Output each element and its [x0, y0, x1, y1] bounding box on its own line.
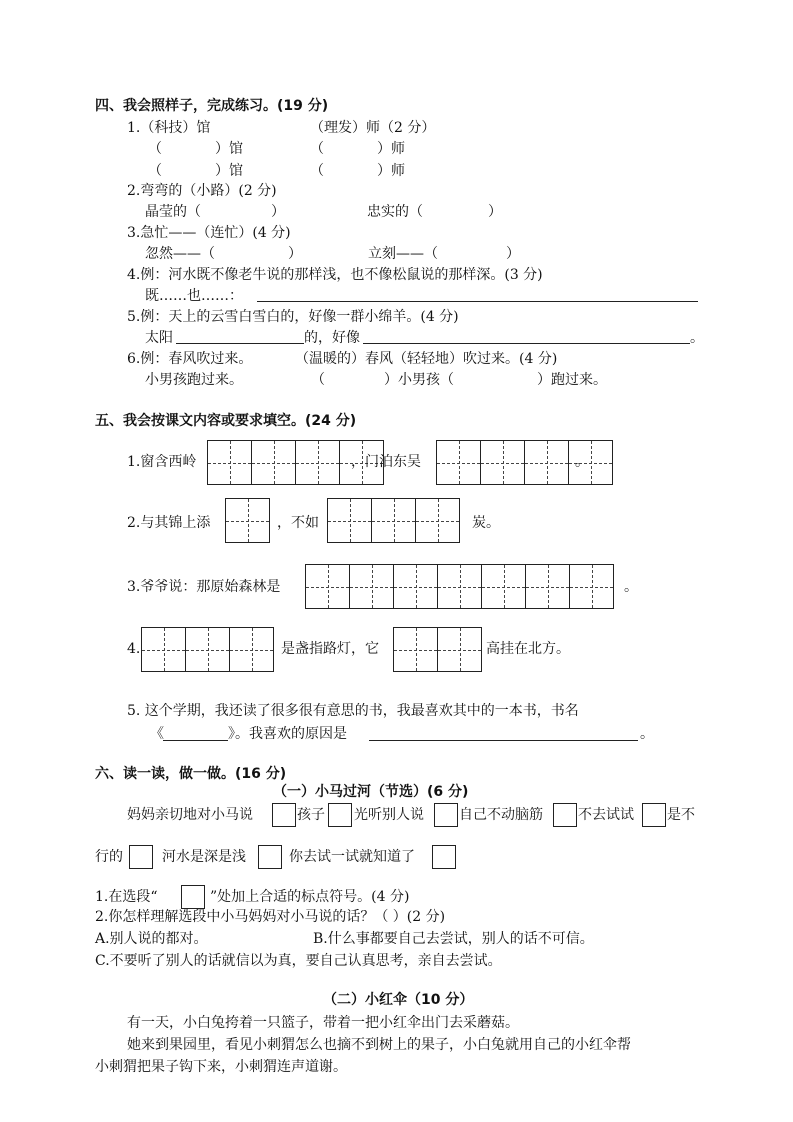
reason-answer-line[interactable]	[369, 740, 638, 741]
q5-4-middle: 是盏指路灯，它	[281, 641, 379, 657]
passage-1-text: 是不	[667, 807, 695, 823]
blank-shi-2: ）师	[377, 163, 405, 179]
punctuation-box[interactable]	[553, 803, 577, 827]
q4-2-blank-a: 晶莹的（	[145, 204, 201, 220]
passage-1-text: 行的	[95, 849, 123, 865]
book-title-open: 《	[150, 726, 164, 742]
tian-grid-q5-4a[interactable]	[141, 627, 274, 672]
tian-cell[interactable]	[415, 498, 460, 543]
q4-5-end: 。	[690, 330, 704, 346]
punctuation-box[interactable]	[328, 803, 352, 827]
option-b: B.什么事都要自己去尝试，别人的话不可信。	[313, 931, 594, 947]
blank-shi-1: ）师	[377, 141, 405, 157]
q4-1-example-a: 1.（科技）馆	[127, 120, 211, 136]
paren-close: ）	[271, 204, 285, 220]
tian-cell[interactable]	[393, 627, 438, 672]
tian-cell[interactable]	[251, 440, 296, 485]
q4-5-answer-line-b[interactable]	[363, 343, 690, 344]
q4-6-prompt: 小男孩跑过来。	[145, 372, 243, 388]
passage-1-text: 孩子	[297, 807, 325, 823]
tian-cell[interactable]	[207, 440, 252, 485]
q4-5-middle: 的，好像	[304, 330, 360, 346]
tian-cell[interactable]	[295, 440, 340, 485]
tian-cell[interactable]	[393, 564, 438, 609]
tian-grid-q5-4b[interactable]	[393, 627, 482, 672]
q5-5-reason-prompt: 》。我喜欢的原因是	[228, 726, 347, 742]
q4-6-example-b: （温暖的）春风（轻轻地）吹过来。(4 分)	[295, 351, 558, 367]
tian-cell[interactable]	[229, 627, 274, 672]
q4-4-example: 4.例：河水既不像老牛说的那样浅，也不像松鼠说的那样深。(3 分)	[127, 267, 543, 283]
section-4-heading: 四、我会照样子，完成练习。(19 分)	[95, 98, 329, 114]
passage-1-text: 河水是深是浅	[162, 849, 246, 865]
passage-1-text: 光听别人说	[354, 807, 424, 823]
q4-4-answer-line[interactable]	[257, 301, 698, 302]
passage-2-line: 有一天，小白兔挎着一只篮子，带着一把小红伞出门去采蘑菇。	[127, 1015, 519, 1031]
q4-2-blank-b: 忠实的（	[367, 204, 423, 220]
paren-open: （	[148, 141, 162, 157]
q5-5-end: 。	[640, 726, 654, 742]
q5-1-prefix: 1.窗含西岭	[127, 454, 197, 470]
q5-1-middle: ，门泊东吴	[351, 454, 421, 470]
q4-1-example-b: （理发）师（2 分）	[310, 120, 436, 136]
blank-guan-1: ）馆	[215, 141, 243, 157]
q4-2-example: 2.弯弯的（小路）(2 分)	[127, 183, 277, 199]
paren-open: （	[310, 163, 324, 179]
tian-cell[interactable]	[371, 498, 416, 543]
option-c: C.不要听了别人的话就信以为真，要自己认真思考，亲自去尝试。	[95, 953, 502, 969]
book-title-line[interactable]	[163, 740, 228, 741]
tian-cell[interactable]	[437, 564, 482, 609]
punctuation-box[interactable]	[272, 803, 296, 827]
tian-cell[interactable]	[437, 627, 482, 672]
q5-2-middle: ，不如	[277, 515, 319, 531]
punctuation-box[interactable]	[258, 845, 282, 869]
paren-close: ）	[288, 246, 302, 262]
q4-5-answer-line-a[interactable]	[176, 343, 304, 344]
punctuation-box[interactable]	[432, 845, 456, 869]
q4-3-blank-a: 忽然——（	[145, 246, 215, 262]
punctuation-box-example	[181, 885, 205, 909]
q5-4-end: 高挂在北方。	[486, 641, 570, 657]
tian-grid-q5-3[interactable]	[305, 564, 614, 609]
q5-3-end: 。	[624, 579, 638, 595]
q5-2-end: 炭。	[472, 515, 500, 531]
tian-cell[interactable]	[525, 564, 570, 609]
tian-cell[interactable]	[436, 440, 481, 485]
option-a: A.别人说的都对。	[95, 931, 208, 947]
paren-open: （	[311, 372, 325, 388]
paren-close: ）	[488, 204, 502, 220]
punctuation-box[interactable]	[642, 803, 666, 827]
q5-1-end: 。	[575, 454, 589, 470]
passage-2-title: （二）小红伞（10 分）	[323, 992, 474, 1008]
q5-2-prefix: 2.与其锦上添	[127, 515, 211, 531]
section-5-heading: 五、我会按课文内容或要求填空。(24 分)	[95, 413, 357, 429]
tian-cell[interactable]	[349, 564, 394, 609]
passage-2-line: 她来到果园里，看见小刺猬怎么也摘不到树上的果子，小白兔就用自己的小红伞帮	[127, 1037, 631, 1053]
tian-cell[interactable]	[225, 498, 270, 543]
tian-cell[interactable]	[327, 498, 372, 543]
blank-guan-2: ）馆	[215, 163, 243, 179]
passage-1-q2: 2.你怎样理解选段中小马妈妈对小马说的话？（ ）(2 分)	[95, 909, 446, 925]
paren-open: （	[148, 163, 162, 179]
paren-close: ）	[506, 246, 520, 262]
passage-1-text: 妈妈亲切地对小马说	[127, 807, 253, 823]
q5-4-number: 4.	[127, 641, 141, 657]
q4-6-end: ）跑过来。	[537, 372, 607, 388]
passage-1-text: 你去试一试就知道了	[289, 849, 415, 865]
q4-4-prompt: 既……也……：	[145, 288, 243, 304]
section-6-heading: 六、读一读，做一做。(16 分)	[95, 766, 287, 782]
passage-1-q1-b: ”处加上合适的标点符号。(4 分)	[210, 889, 410, 905]
passage-1-q1-a: 1.在选段“	[95, 889, 158, 905]
tian-cell[interactable]	[569, 564, 614, 609]
tian-grid-q5-2b[interactable]	[327, 498, 460, 543]
tian-cell[interactable]	[480, 440, 525, 485]
q4-5-example: 5.例：天上的云雪白雪白的，好像一群小绵羊。(4 分)	[127, 309, 459, 325]
q5-3-prefix: 3.爷爷说：那原始森林是	[127, 579, 281, 595]
tian-cell[interactable]	[141, 627, 186, 672]
passage-1-title: （一）小马过河（节选）(6 分)	[273, 784, 469, 800]
passage-1-text: 自己不动脑筋	[459, 807, 543, 823]
tian-cell[interactable]	[481, 564, 526, 609]
q4-3-example: 3.急忙——（连忙）(4 分)	[127, 225, 291, 241]
tian-cell[interactable]	[305, 564, 350, 609]
tian-grid-q5-2a[interactable]	[225, 498, 270, 543]
passage-2-line: 小刺猬把果子钩下来，小刺猬连声道谢。	[95, 1059, 347, 1075]
q5-5-prompt: 5. 这个学期，我还读了很多很有意思的书，我最喜欢其中的一本书，书名	[127, 703, 579, 719]
q4-6-middle: ）小男孩（	[384, 372, 454, 388]
q4-6-example-a: 6.例：春风吹过来。	[127, 351, 253, 367]
tian-cell[interactable]	[185, 627, 230, 672]
paren-open: （	[310, 141, 324, 157]
q4-3-blank-b: 立刻——（	[368, 246, 438, 262]
q4-5-prefix: 太阳	[145, 330, 173, 346]
punctuation-box[interactable]	[434, 803, 458, 827]
punctuation-box[interactable]	[129, 845, 153, 869]
passage-1-text: 不去试试	[578, 807, 634, 823]
tian-cell[interactable]	[524, 440, 569, 485]
